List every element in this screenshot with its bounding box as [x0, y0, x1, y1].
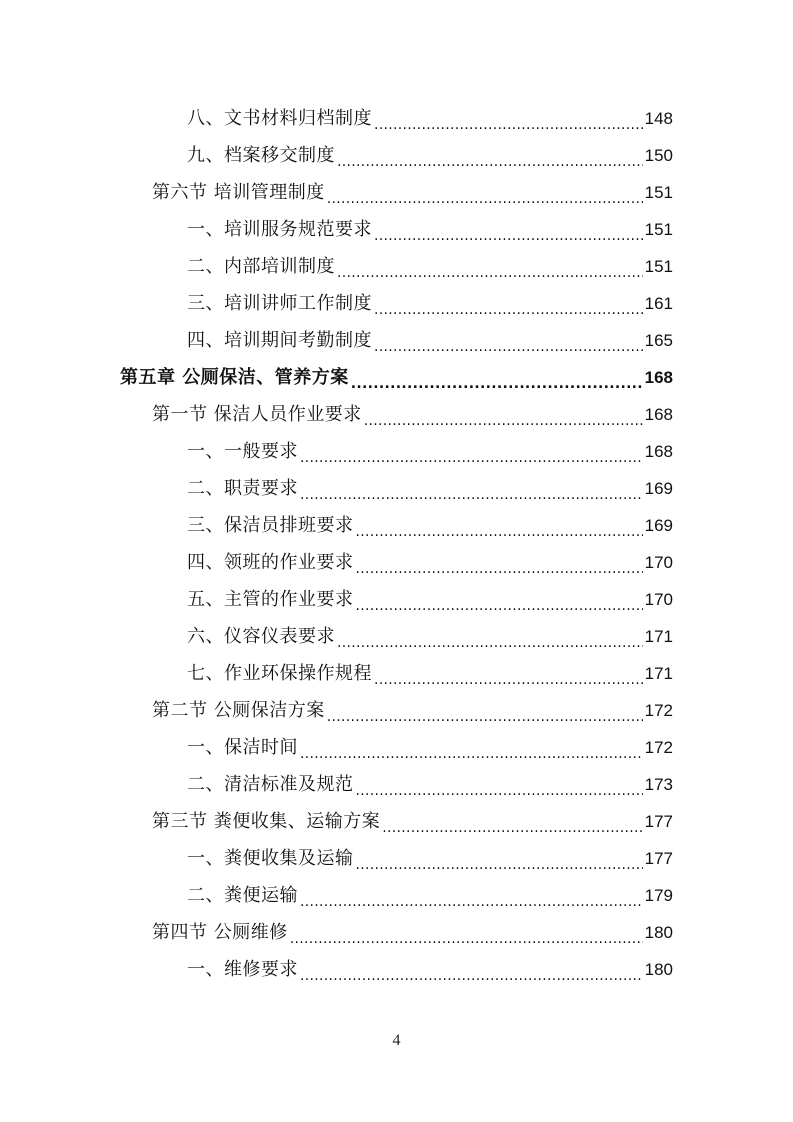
dot-leader — [351, 359, 643, 396]
toc-entry[interactable] — [187, 581, 673, 618]
toc-entry[interactable] — [187, 470, 673, 507]
dot-leader — [327, 692, 643, 729]
toc-entry-page: 161 — [644, 294, 673, 313]
toc-entry[interactable] — [152, 174, 673, 211]
dot-leader — [300, 951, 643, 988]
toc-entry-page: 165 — [644, 331, 673, 350]
toc-entry-title: 七、作业环保操作规程 — [187, 663, 372, 684]
toc-entry-title: 一、粪便收集及运输 — [187, 848, 354, 869]
toc-entry-page: 171 — [644, 627, 673, 646]
toc-entry-page: 151 — [644, 220, 673, 239]
dot-leader — [374, 211, 643, 248]
toc-entry-title: 三、培训讲师工作制度 — [187, 293, 372, 314]
toc-entry-chapter[interactable] — [120, 359, 673, 396]
dot-leader — [364, 396, 643, 433]
toc-entry-page: 170 — [644, 553, 673, 572]
dot-leader — [356, 581, 643, 618]
toc-entry-page: 151 — [644, 183, 673, 202]
dot-leader — [290, 914, 643, 951]
toc-entry-title: 九、档案移交制度 — [187, 145, 335, 166]
dot-leader — [327, 174, 643, 211]
toc-entry-page: 170 — [644, 590, 673, 609]
dot-leader — [337, 248, 643, 285]
toc-entry[interactable] — [187, 840, 673, 877]
toc-entry-title: 二、清洁标准及规范 — [187, 774, 354, 795]
toc-entry-title: 二、职责要求 — [187, 478, 298, 499]
toc-entry[interactable] — [187, 248, 673, 285]
toc-entry-title: 一、保洁时间 — [187, 737, 298, 758]
toc-entry-title: 三、保洁员排班要求 — [187, 515, 354, 536]
dot-leader — [356, 766, 643, 803]
dot-leader — [300, 877, 643, 914]
toc-entry-page: 177 — [644, 812, 673, 831]
toc-entry-page: 179 — [644, 886, 673, 905]
dot-leader — [356, 840, 643, 877]
toc-entry[interactable] — [187, 655, 673, 692]
toc-entry-page: 171 — [644, 664, 673, 683]
toc-entry-title: 第五章 公厕保洁、管养方案 — [120, 367, 349, 388]
toc-entry-title: 六、仪容仪表要求 — [187, 626, 335, 647]
dot-leader — [382, 803, 642, 840]
dot-leader — [300, 729, 643, 766]
dot-leader — [300, 470, 643, 507]
toc-entry-title: 第四节 公厕维修 — [152, 922, 288, 943]
toc-entry[interactable] — [152, 803, 673, 840]
toc-entry[interactable] — [187, 729, 673, 766]
toc-entry[interactable] — [187, 951, 673, 988]
dot-leader — [356, 544, 643, 581]
toc-entry[interactable] — [187, 766, 673, 803]
dot-leader — [300, 433, 643, 470]
toc-entry-title: 四、培训期间考勤制度 — [187, 330, 372, 351]
toc-entry-title: 八、文书材料归档制度 — [187, 108, 372, 129]
toc-entry-page: 169 — [644, 516, 673, 535]
toc-entry-title: 二、粪便运输 — [187, 885, 298, 906]
dot-leader — [356, 507, 643, 544]
toc-entry-title: 第六节 培训管理制度 — [152, 182, 325, 203]
toc-entry-page: 180 — [644, 923, 673, 942]
toc-entry[interactable] — [187, 137, 673, 174]
toc-entry[interactable] — [187, 618, 673, 655]
dot-leader — [374, 322, 643, 359]
toc-entry-title: 一、培训服务规范要求 — [187, 219, 372, 240]
toc-entry[interactable] — [187, 100, 673, 137]
toc-entry[interactable] — [152, 396, 673, 433]
toc-entry[interactable] — [187, 322, 673, 359]
toc-entry-page: 151 — [644, 257, 673, 276]
toc-entry-page: 168 — [644, 442, 673, 461]
dot-leader — [337, 137, 643, 174]
toc-entry-title: 第一节 保洁人员作业要求 — [152, 404, 362, 425]
toc-entry-page: 180 — [644, 960, 673, 979]
toc-entry[interactable] — [187, 285, 673, 322]
toc-entry-page: 177 — [644, 849, 673, 868]
toc-entry-page: 168 — [644, 368, 673, 387]
dot-leader — [337, 618, 643, 655]
toc-entry[interactable] — [187, 877, 673, 914]
dot-leader — [374, 100, 643, 137]
page-number: 4 — [392, 1032, 401, 1049]
toc-entry[interactable] — [187, 544, 673, 581]
toc-entry-title: 第三节 粪便收集、运输方案 — [152, 811, 381, 832]
toc-entry-page: 172 — [644, 738, 673, 757]
toc-entry-page: 169 — [644, 479, 673, 498]
toc-entry-page: 173 — [644, 775, 673, 794]
toc-entry-page: 150 — [644, 146, 673, 165]
toc-entry[interactable] — [187, 433, 673, 470]
toc-entry-title: 一、维修要求 — [187, 959, 298, 980]
toc-entry-page: 168 — [644, 405, 673, 424]
toc-entry-page: 172 — [644, 701, 673, 720]
toc-entry[interactable] — [187, 211, 673, 248]
toc-entry-page: 148 — [644, 109, 673, 128]
dot-leader — [374, 285, 643, 322]
toc-entry[interactable] — [152, 692, 673, 729]
toc-entry-title: 五、主管的作业要求 — [187, 589, 354, 610]
toc-entry-title: 一、一般要求 — [187, 441, 298, 462]
toc-entry-title: 第二节 公厕保洁方案 — [152, 700, 325, 721]
toc-entry[interactable] — [152, 914, 673, 951]
toc-entry-title: 四、领班的作业要求 — [187, 552, 354, 573]
toc-entry-title: 二、内部培训制度 — [187, 256, 335, 277]
dot-leader — [374, 655, 643, 692]
toc-entry[interactable] — [187, 507, 673, 544]
